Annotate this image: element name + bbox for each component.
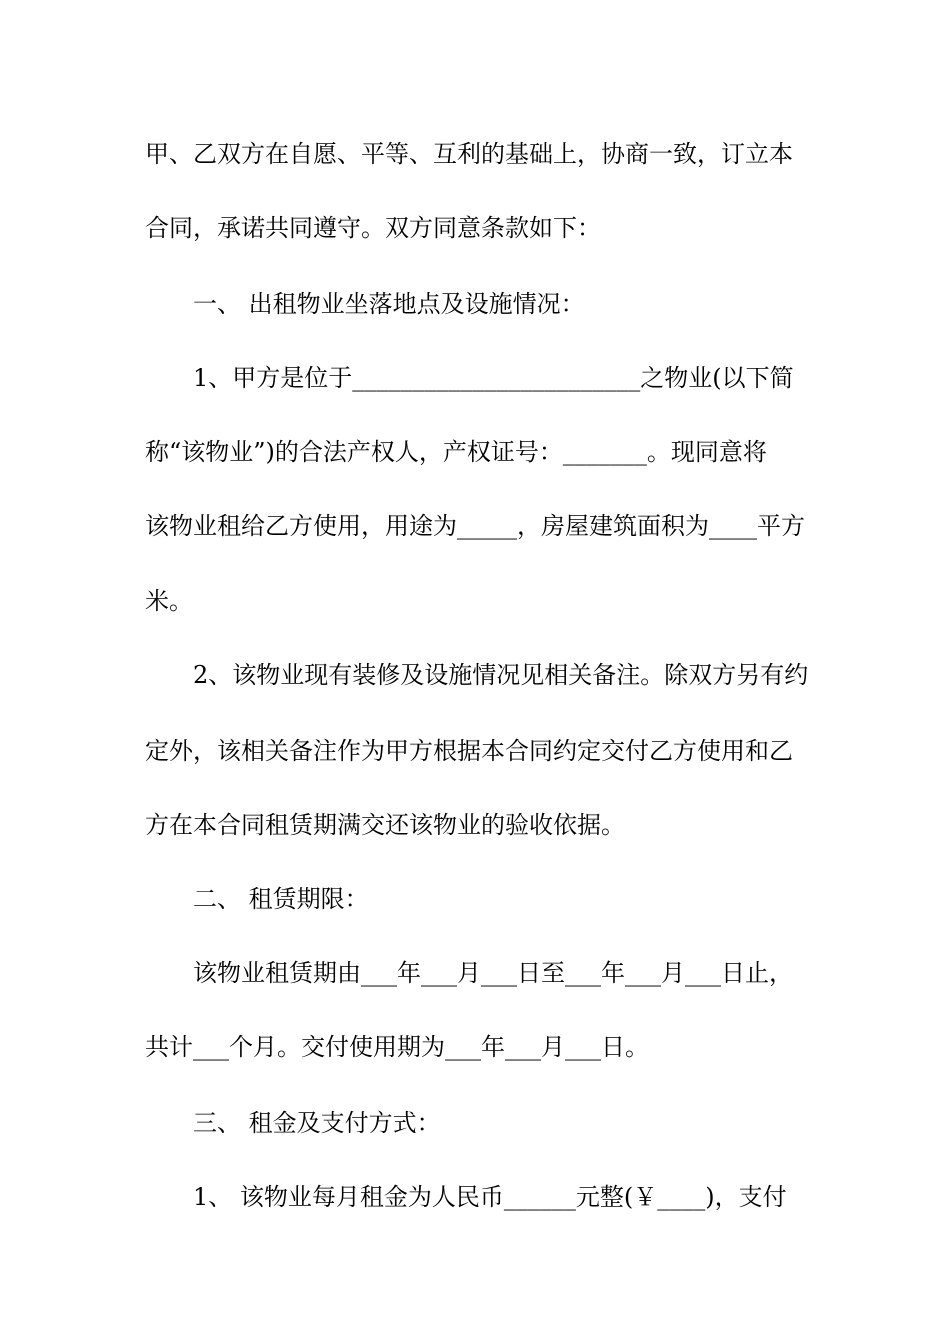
clause-1-2-line-3: 方在本合同租赁期满交还该物业的验收依据。 (145, 811, 625, 839)
paragraph-line-intro-1: 甲、乙双方在自愿、平等、互利的基础上，协商一致，订立本 (145, 140, 793, 168)
clause-1-1-line-4: 米。 (145, 587, 193, 615)
paragraph-line-intro-2: 合同，承诺共同遵守。双方同意条款如下： (145, 214, 601, 242)
clause-3-1-line-1: 1、 该物业每月租金为人民币______元整(￥____)，支付 (193, 1183, 787, 1211)
clause-1-1-line-1: 1、甲方是位于________________________之物业(以下简 (193, 364, 794, 392)
clause-1-1-line-3: 该物业租给乙方使用，用途为_____，房屋建筑面积为____平方 (145, 512, 805, 540)
clause-1-1-line-2: 称“该物业”)的合法产权人，产权证号：_______。现同意将 (145, 438, 767, 466)
lease-term-line-1: 该物业租赁期由___年___月___日至___年___月___日止， (193, 959, 793, 987)
section-heading-2: 二、 租赁期限： (193, 885, 369, 913)
section-heading-3: 三、 租金及支付方式： (193, 1109, 441, 1137)
clause-1-2-line-1: 2、该物业现有装修及设施情况见相关备注。除双方另有约 (193, 661, 809, 689)
lease-term-line-2: 共计___个月。交付使用期为___年___月___日。 (145, 1033, 649, 1061)
section-heading-1: 一、 出租物业坐落地点及设施情况： (193, 290, 585, 318)
clause-1-2-line-2: 定外，该相关备注作为甲方根据本合同约定交付乙方使用和乙 (145, 737, 793, 765)
